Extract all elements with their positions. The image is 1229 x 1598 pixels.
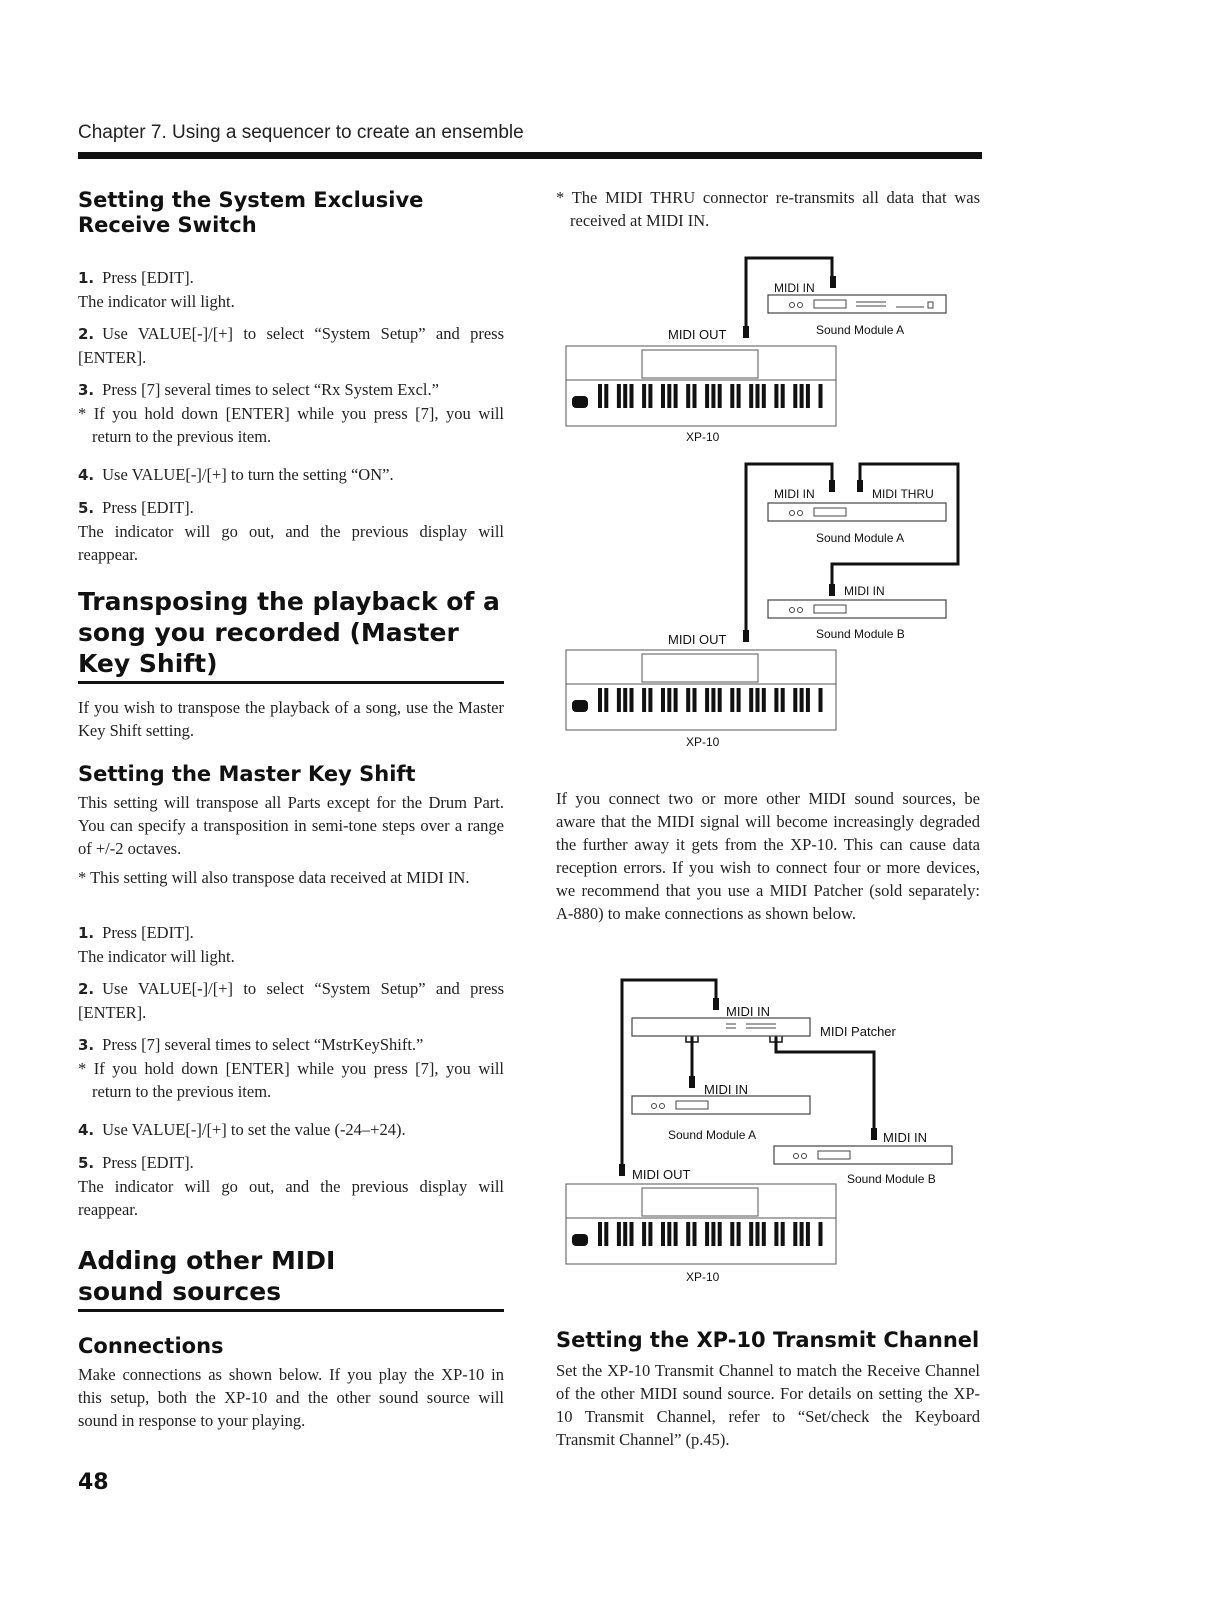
black-key xyxy=(642,1222,646,1246)
black-key xyxy=(774,384,778,408)
d1-module-label: Sound Module A xyxy=(816,323,905,337)
d2-module-a-label: Sound Module A xyxy=(816,531,905,545)
black-key xyxy=(730,384,734,408)
black-key xyxy=(756,384,760,408)
step-3: 3. Press [7] several times to select “Rx System Excl.” xyxy=(78,380,439,399)
black-key xyxy=(642,688,646,712)
black-key xyxy=(793,1222,797,1246)
diagram-midi-patcher xyxy=(556,972,980,1292)
d3-midi-in-a-label: MIDI IN xyxy=(704,1082,749,1097)
d3-module-b-label: Sound Module B xyxy=(847,1172,936,1186)
step-2: 2. Use VALUE[-]/[+] to select “System Setup” and press [ENTER]. xyxy=(78,324,504,367)
mk-step-4: 4. Use VALUE[-]/[+] to set the value (-24–+24). xyxy=(78,1120,406,1139)
mk-step-2: 2. Use VALUE[-]/[+] to select “System Setup” and press [ENTER]. xyxy=(78,979,504,1022)
black-key xyxy=(718,688,722,712)
black-key xyxy=(800,384,804,408)
black-key xyxy=(774,1222,778,1246)
black-key xyxy=(711,1222,715,1246)
black-key xyxy=(604,688,608,712)
black-key xyxy=(819,1222,823,1246)
step-4: 4. Use VALUE[-]/[+] to turn the setting “ON”. xyxy=(78,465,394,484)
black-key xyxy=(711,688,715,712)
black-key xyxy=(800,1222,804,1246)
black-key xyxy=(604,384,608,408)
black-key xyxy=(667,688,671,712)
xp10-keyboard-2 xyxy=(566,650,836,749)
black-key xyxy=(648,688,652,712)
step-1: 1. Press [EDIT]. xyxy=(78,268,194,287)
d3-patcher-in-label: MIDI IN xyxy=(726,1004,771,1019)
diagram-thru-chain xyxy=(556,456,980,756)
xp10-keyboard-1 xyxy=(566,346,836,444)
transpose-intro: If you wish to transpose the playback of a song, use the Master Key Shift setting. xyxy=(78,698,504,740)
black-key xyxy=(648,384,652,408)
black-key xyxy=(705,1222,709,1246)
thru-note: * The MIDI THRU connector re-transmits all data that was received at MIDI IN. xyxy=(556,188,980,230)
d3-module-a-label: Sound Module A xyxy=(668,1128,757,1142)
degrade-paragraph: If you connect two or more other MIDI sound sources, be aware that the MIDI signal will become increasingly degraded the further away it gets from the XP-10. This can cause data reception errors. If you wish to connect four or more devices, we recommend that you use a MIDI Patcher (sold separately: A-880) to make connections as shown below. xyxy=(556,789,980,923)
transpose-heading: Transposing the playback of a song you recorded (Master Key Shift) xyxy=(78,586,504,684)
black-key xyxy=(617,384,621,408)
black-key xyxy=(749,688,753,712)
mk-step-3-note: * If you hold down [ENTER] while you press [7], you will return to the previous item. xyxy=(78,1059,504,1101)
thru-note-block xyxy=(556,186,980,232)
black-key xyxy=(737,384,741,408)
d2-midi-in-b-label: MIDI IN xyxy=(844,584,885,598)
black-key xyxy=(705,688,709,712)
d2-midi-in-a-label: MIDI IN xyxy=(774,487,815,501)
black-key xyxy=(800,688,804,712)
transmit-text: Set the XP-10 Transmit Channel to match the Receive Channel of the other MIDI sound source. For details on setting the XP-10 Transmit Channel, refer to “Set/check the Keyboard Transmit Channel” (p.45). xyxy=(556,1361,980,1449)
black-key xyxy=(686,1222,690,1246)
header-rule xyxy=(78,152,982,159)
connections-text: Make connections as shown below. If you play the XP-10 in this setup, both the XP-10 and the other sound source will sound in response to your playing. xyxy=(78,1365,504,1430)
black-key xyxy=(674,384,678,408)
black-key xyxy=(693,384,697,408)
black-key xyxy=(781,1222,785,1246)
black-key xyxy=(686,384,690,408)
black-key xyxy=(819,384,823,408)
adding-heading: Adding other MIDI sound sources xyxy=(78,1245,504,1312)
black-key xyxy=(642,384,646,408)
step-5: 5. Press [EDIT]. xyxy=(78,498,194,517)
black-key xyxy=(598,688,602,712)
step-1-result: The indicator will light. xyxy=(78,292,235,311)
black-key xyxy=(737,1222,741,1246)
black-key xyxy=(762,1222,766,1246)
midi-patcher-device xyxy=(632,1018,810,1036)
d1-midi-in-label: MIDI IN xyxy=(774,281,815,295)
black-key xyxy=(762,384,766,408)
black-key xyxy=(749,384,753,408)
black-key xyxy=(623,1222,627,1246)
diagram-single-module xyxy=(556,250,980,450)
masterkey-note: * This setting will also transpose data received at MIDI IN. xyxy=(78,868,470,887)
mk-step-5-result: The indicator will go out, and the previous display will reappear. xyxy=(78,1177,504,1219)
sound-module-a-device xyxy=(632,1096,810,1114)
d2-module-b-label: Sound Module B xyxy=(816,627,905,641)
black-key xyxy=(718,384,722,408)
step-5-result: The indicator will go out, and the previous display will reappear. xyxy=(78,522,504,564)
d3-keyboard-label: XP-10 xyxy=(686,1270,720,1284)
left-column xyxy=(78,188,504,1432)
d3-midi-in-b-label: MIDI IN xyxy=(883,1130,928,1145)
connections-heading: Connections xyxy=(78,1334,224,1358)
black-key xyxy=(617,688,621,712)
mk-step-5: 5. Press [EDIT]. xyxy=(78,1153,194,1172)
black-key xyxy=(806,1222,810,1246)
black-key xyxy=(661,688,665,712)
black-key xyxy=(598,384,602,408)
black-key xyxy=(674,1222,678,1246)
mk-step-3: 3. Press [7] several times to select “MstrKeyShift.” xyxy=(78,1035,424,1054)
black-key xyxy=(793,384,797,408)
mk-step-1: 1. Press [EDIT]. xyxy=(78,923,194,942)
black-key xyxy=(648,1222,652,1246)
black-key xyxy=(667,384,671,408)
xp10-keyboard-3 xyxy=(566,1184,836,1284)
sysex-heading: Setting the System Exclusive Receive Switch xyxy=(78,188,424,237)
d3-patcher-label: MIDI Patcher xyxy=(820,1024,896,1039)
sound-module-b-device xyxy=(774,1146,952,1164)
black-key xyxy=(819,688,823,712)
black-key xyxy=(623,384,627,408)
transmit-block xyxy=(556,1328,980,1451)
black-key xyxy=(623,688,627,712)
black-key xyxy=(686,688,690,712)
black-key xyxy=(730,1222,734,1246)
black-key xyxy=(674,688,678,712)
black-key xyxy=(693,1222,697,1246)
black-key xyxy=(598,1222,602,1246)
black-key xyxy=(617,1222,621,1246)
d1-midi-out-label: MIDI OUT xyxy=(668,327,727,342)
d3-midi-out-label: MIDI OUT xyxy=(632,1167,691,1182)
black-key xyxy=(756,688,760,712)
step-3-note: * If you hold down [ENTER] while you press [7], you will return to the previous item. xyxy=(78,404,504,446)
black-key xyxy=(806,384,810,408)
black-key xyxy=(705,384,709,408)
black-key xyxy=(730,688,734,712)
d2-midi-out-label: MIDI OUT xyxy=(668,632,727,647)
black-key xyxy=(661,1222,665,1246)
black-key xyxy=(806,688,810,712)
d1-keyboard-label: XP-10 xyxy=(686,430,720,444)
black-key xyxy=(604,1222,608,1246)
black-key xyxy=(781,384,785,408)
black-key xyxy=(718,1222,722,1246)
black-key xyxy=(762,688,766,712)
black-key xyxy=(737,688,741,712)
chapter-header: Chapter 7. Using a sequencer to create an ensemble xyxy=(78,122,524,143)
black-key xyxy=(661,384,665,408)
degrade-block xyxy=(556,787,980,925)
black-key xyxy=(774,688,778,712)
black-key xyxy=(630,688,634,712)
black-key xyxy=(711,384,715,408)
black-key xyxy=(667,1222,671,1246)
black-key xyxy=(630,1222,634,1246)
black-key xyxy=(749,1222,753,1246)
d2-midi-thru-label: MIDI THRU xyxy=(872,487,934,501)
mk-step-1-result: The indicator will light. xyxy=(78,947,235,966)
d2-keyboard-label: XP-10 xyxy=(686,735,720,749)
masterkey-heading: Setting the Master Key Shift xyxy=(78,762,416,786)
black-key xyxy=(693,688,697,712)
black-key xyxy=(630,384,634,408)
sysex-steps xyxy=(78,266,504,566)
black-key xyxy=(781,688,785,712)
masterkey-intro: This setting will transpose all Parts except for the Drum Part. You can specify a transposition in semi-tone steps over a range of +/-2 octaves. xyxy=(78,793,504,858)
black-key xyxy=(793,688,797,712)
black-key xyxy=(756,1222,760,1246)
masterkey-steps xyxy=(78,921,504,1221)
transmit-heading: Setting the XP-10 Transmit Channel xyxy=(556,1328,980,1352)
page-number: 48 xyxy=(78,1470,109,1495)
